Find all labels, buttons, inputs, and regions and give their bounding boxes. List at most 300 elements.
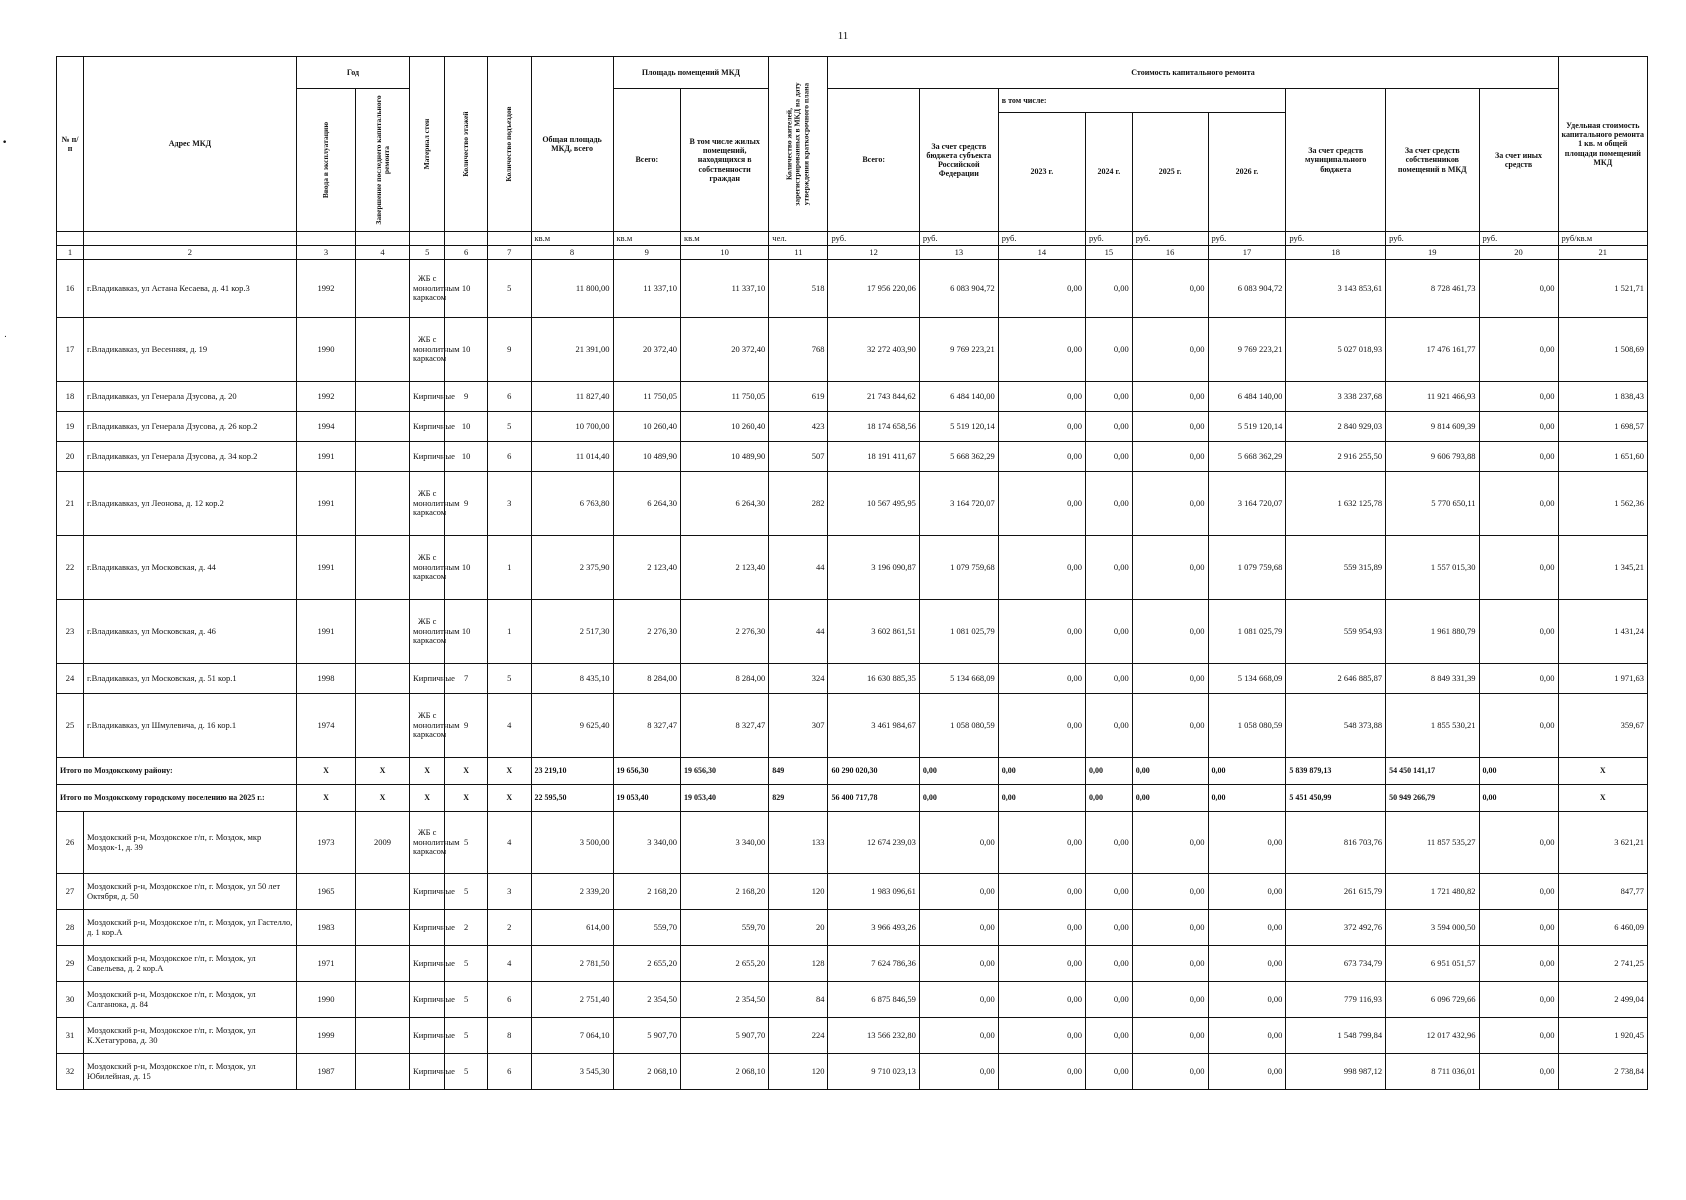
cost-2023-cell: 0,00	[998, 664, 1085, 694]
header-premises-total: Всего:	[613, 89, 680, 232]
cost-owners-cell: 6 096 729,66	[1386, 982, 1479, 1018]
col-number: 14	[998, 246, 1085, 260]
floors-cell: 5	[445, 982, 488, 1018]
total-cell: X	[410, 758, 445, 785]
cost-total-cell: 21 743 844,62	[828, 382, 919, 412]
premises-total-cell: 3 340,00	[613, 812, 680, 874]
cost-2023-cell: 0,00	[998, 600, 1085, 664]
col-number: 6	[445, 246, 488, 260]
col-number: 15	[1085, 246, 1132, 260]
row-number: 17	[57, 318, 84, 382]
total-cell: 50 949 266,79	[1386, 785, 1479, 812]
cost-total-cell: 18 174 658,56	[828, 412, 919, 442]
cost-2024-cell: 0,00	[1085, 260, 1132, 318]
address-cell: г.Владикавказ, ул Шмулевича, д. 16 кор.1	[83, 694, 296, 758]
row-number: 27	[57, 874, 84, 910]
cost-2024-cell: 0,00	[1085, 318, 1132, 382]
specific-cost-cell: 1 651,60	[1558, 442, 1647, 472]
cost-2025-cell: 0,00	[1132, 382, 1208, 412]
col-number: 4	[356, 246, 410, 260]
header-year-built: Ввода в эксплуатацию	[296, 89, 355, 232]
cost-total-cell: 7 624 786,36	[828, 946, 919, 982]
residents-cell: 84	[769, 982, 828, 1018]
entrances-cell: 5	[487, 664, 531, 694]
table-row	[57, 982, 1648, 1018]
premises-residential-cell: 20 372,40	[681, 318, 769, 382]
year-repair-cell	[356, 536, 410, 600]
floors-cell: 10	[445, 412, 488, 442]
entrances-cell: 4	[487, 812, 531, 874]
premises-residential-cell: 559,70	[681, 910, 769, 946]
wall-material-cell: Кирпичные	[410, 874, 445, 910]
table-row	[57, 382, 1648, 412]
cost-2026-cell: 1 058 080,59	[1208, 694, 1286, 758]
total-cell: 0,00	[1132, 758, 1208, 785]
cost-owners-cell: 9 606 793,88	[1386, 442, 1479, 472]
premises-residential-cell: 2 068,10	[681, 1054, 769, 1090]
table-row	[57, 472, 1648, 536]
cost-subject-cell: 1 079 759,68	[919, 536, 998, 600]
cost-owners-cell: 17 476 161,77	[1386, 318, 1479, 382]
table-row	[57, 412, 1648, 442]
cost-2025-cell: 0,00	[1132, 812, 1208, 874]
col-number: 16	[1132, 246, 1208, 260]
cost-2023-cell: 0,00	[998, 910, 1085, 946]
total-row	[57, 785, 1648, 812]
unit-cell: руб.	[1208, 232, 1286, 246]
premises-residential-cell: 3 340,00	[681, 812, 769, 874]
col-number: 10	[681, 246, 769, 260]
total-area-cell: 9 625,40	[531, 694, 613, 758]
premises-total-cell: 8 327,47	[613, 694, 680, 758]
cost-2024-cell: 0,00	[1085, 442, 1132, 472]
entrances-cell: 1	[487, 536, 531, 600]
specific-cost-cell: 359,67	[1558, 694, 1647, 758]
cost-2024-cell: 0,00	[1085, 1018, 1132, 1054]
table-row	[57, 694, 1648, 758]
cost-2025-cell: 0,00	[1132, 412, 1208, 442]
floors-cell: 9	[445, 472, 488, 536]
cost-owners-cell: 8 728 461,73	[1386, 260, 1479, 318]
premises-total-cell: 10 260,40	[613, 412, 680, 442]
year-built-cell: 1994	[296, 412, 355, 442]
cost-subject-cell: 5 519 120,14	[919, 412, 998, 442]
entrances-cell: 5	[487, 412, 531, 442]
cost-subject-cell: 1 058 080,59	[919, 694, 998, 758]
cost-2026-cell: 5 519 120,14	[1208, 412, 1286, 442]
cost-2026-cell: 0,00	[1208, 1054, 1286, 1090]
capital-repair-table-wrapper	[56, 56, 1648, 1090]
units-row	[57, 232, 1648, 246]
year-built-cell: 1990	[296, 982, 355, 1018]
cost-2026-cell: 0,00	[1208, 812, 1286, 874]
row-number: 26	[57, 812, 84, 874]
table-row	[57, 946, 1648, 982]
total-cell: X	[296, 785, 355, 812]
specific-cost-cell: 1 345,21	[1558, 536, 1647, 600]
wall-material-cell: Кирпичные	[410, 442, 445, 472]
total-cell: X	[1558, 785, 1647, 812]
cost-total-cell: 13 566 232,80	[828, 1018, 919, 1054]
total-area-cell: 7 064,10	[531, 1018, 613, 1054]
total-label: Итого по Моздокскому городскому поселению на 2025 г.:	[57, 785, 297, 812]
residents-cell: 120	[769, 1054, 828, 1090]
header-entrances: Количество подъездов	[487, 57, 531, 232]
year-repair-cell	[356, 946, 410, 982]
cost-owners-cell: 1 961 880,79	[1386, 600, 1479, 664]
address-cell: Моздокский р-н, Моздокское г/п, г. Моздок, ул Юбилейная, д. 15	[83, 1054, 296, 1090]
unit-cell: руб.	[1386, 232, 1479, 246]
address-cell: Моздокский р-н, Моздокское г/п, г. Моздок, ул Салганюка, д. 84	[83, 982, 296, 1018]
col-number: 1	[57, 246, 84, 260]
col-number: 19	[1386, 246, 1479, 260]
cost-owners-cell: 12 017 432,96	[1386, 1018, 1479, 1054]
specific-cost-cell: 1 920,45	[1558, 1018, 1647, 1054]
total-label: Итого по Моздокскому району:	[57, 758, 297, 785]
total-cell: X	[445, 785, 488, 812]
total-cell: X	[410, 785, 445, 812]
table-body-vladikavkaz	[57, 260, 1648, 758]
cost-subject-cell: 1 081 025,79	[919, 600, 998, 664]
address-cell: г.Владикавказ, ул Генерала Дзусова, д. 20	[83, 382, 296, 412]
cost-total-cell: 10 567 495,95	[828, 472, 919, 536]
address-cell: г.Владикавказ, ул Весенняя, д. 19	[83, 318, 296, 382]
cost-subject-cell: 5 668 362,29	[919, 442, 998, 472]
cost-subject-cell: 0,00	[919, 910, 998, 946]
col-number: 11	[769, 246, 828, 260]
cost-subject-cell: 0,00	[919, 982, 998, 1018]
residents-cell: 768	[769, 318, 828, 382]
residents-cell: 324	[769, 664, 828, 694]
total-cell: X	[356, 758, 410, 785]
cost-2025-cell: 0,00	[1132, 318, 1208, 382]
table-row	[57, 1018, 1648, 1054]
cost-owners-cell: 11 857 535,27	[1386, 812, 1479, 874]
row-number: 31	[57, 1018, 84, 1054]
cost-2024-cell: 0,00	[1085, 694, 1132, 758]
premises-total-cell: 2 168,20	[613, 874, 680, 910]
row-number: 18	[57, 382, 84, 412]
cost-other-cell: 0,00	[1479, 472, 1558, 536]
page-number: 11	[837, 30, 849, 42]
cost-total-cell: 18 191 411,67	[828, 442, 919, 472]
cost-2025-cell: 0,00	[1132, 600, 1208, 664]
premises-residential-cell: 11 337,10	[681, 260, 769, 318]
address-cell: г.Владикавказ, ул Генерала Дзусова, д. 26 кор.2	[83, 412, 296, 442]
cost-total-cell: 9 710 023,13	[828, 1054, 919, 1090]
cost-subject-cell: 0,00	[919, 1054, 998, 1090]
premises-residential-cell: 2 276,30	[681, 600, 769, 664]
wall-material-cell: Кирпичные	[410, 946, 445, 982]
cost-2026-cell: 6 484 140,00	[1208, 382, 1286, 412]
entrances-cell: 4	[487, 946, 531, 982]
total-area-cell: 3 500,00	[531, 812, 613, 874]
address-cell: г.Владикавказ, ул Астана Кесаева, д. 41 кор.3	[83, 260, 296, 318]
row-number: 20	[57, 442, 84, 472]
total-area-cell: 11 014,40	[531, 442, 613, 472]
cost-other-cell: 0,00	[1479, 442, 1558, 472]
margin-mark: •	[2, 138, 8, 148]
year-repair-cell: 2009	[356, 812, 410, 874]
cost-other-cell: 0,00	[1479, 600, 1558, 664]
premises-total-cell: 5 907,70	[613, 1018, 680, 1054]
unit-cell: руб.	[1132, 232, 1208, 246]
total-cell: 23 219,10	[531, 758, 613, 785]
cost-municipal-cell: 3 143 853,61	[1286, 260, 1386, 318]
header-premises-group: Площадь помещений МКД	[613, 57, 769, 89]
table-body-totals	[57, 758, 1648, 812]
floors-cell: 10	[445, 600, 488, 664]
row-number: 29	[57, 946, 84, 982]
cost-2025-cell: 0,00	[1132, 472, 1208, 536]
total-cell: 0,00	[1085, 758, 1132, 785]
header-2024: 2024 г.	[1085, 112, 1132, 231]
unit-cell: руб.	[828, 232, 919, 246]
cost-2025-cell: 0,00	[1132, 910, 1208, 946]
floors-cell: 10	[445, 318, 488, 382]
row-number: 19	[57, 412, 84, 442]
address-cell: Моздокский р-н, Моздокское г/п, г. Моздок, ул Савельева, д. 2 кор.А	[83, 946, 296, 982]
wall-material-cell: Кирпичные	[410, 982, 445, 1018]
cost-subject-cell: 0,00	[919, 1018, 998, 1054]
cost-2026-cell: 0,00	[1208, 910, 1286, 946]
specific-cost-cell: 1 508,69	[1558, 318, 1647, 382]
total-area-cell: 11 827,40	[531, 382, 613, 412]
address-cell: г.Владикавказ, ул Московская, д. 46	[83, 600, 296, 664]
entrances-cell: 1	[487, 600, 531, 664]
cost-2026-cell: 0,00	[1208, 982, 1286, 1018]
specific-cost-cell: 1 521,71	[1558, 260, 1647, 318]
total-cell: 0,00	[1208, 785, 1286, 812]
total-cell: 22 595,50	[531, 785, 613, 812]
premises-total-cell: 2 276,30	[613, 600, 680, 664]
header-cost-other: За счет иных средств	[1479, 89, 1558, 232]
premises-total-cell: 2 655,20	[613, 946, 680, 982]
residents-cell: 518	[769, 260, 828, 318]
address-cell: Моздокский р-н, Моздокское г/п, г. Моздок, ул 50 лет Октября, д. 50	[83, 874, 296, 910]
residents-cell: 282	[769, 472, 828, 536]
wall-material-cell: ЖБ с монолитным каркасом	[410, 472, 445, 536]
premises-total-cell: 2 123,40	[613, 536, 680, 600]
total-area-cell: 2 781,50	[531, 946, 613, 982]
year-built-cell: 1999	[296, 1018, 355, 1054]
cost-2026-cell: 5 134 668,09	[1208, 664, 1286, 694]
residents-cell: 224	[769, 1018, 828, 1054]
cost-subject-cell: 9 769 223,21	[919, 318, 998, 382]
cost-total-cell: 1 983 096,61	[828, 874, 919, 910]
floors-cell: 10	[445, 536, 488, 600]
cost-2026-cell: 1 079 759,68	[1208, 536, 1286, 600]
unit-cell: руб.	[1085, 232, 1132, 246]
column-numbers-row	[57, 246, 1648, 260]
year-repair-cell	[356, 382, 410, 412]
specific-cost-cell: 1 838,43	[1558, 382, 1647, 412]
cost-subject-cell: 5 134 668,09	[919, 664, 998, 694]
col-number: 7	[487, 246, 531, 260]
cost-municipal-cell: 261 615,79	[1286, 874, 1386, 910]
total-area-cell: 21 391,00	[531, 318, 613, 382]
table-row	[57, 442, 1648, 472]
cost-owners-cell: 1 557 015,30	[1386, 536, 1479, 600]
total-cell: 0,00	[998, 758, 1085, 785]
header-specific-cost: Удельная стоимость капитального ремонта 1 кв. м общей площади помещений МКД	[1558, 57, 1647, 232]
year-built-cell: 1983	[296, 910, 355, 946]
cost-subject-cell: 0,00	[919, 874, 998, 910]
total-area-cell: 10 700,00	[531, 412, 613, 442]
total-area-cell: 6 763,80	[531, 472, 613, 536]
col-number: 12	[828, 246, 919, 260]
premises-total-cell: 2 068,10	[613, 1054, 680, 1090]
header-cost-group: Стоимость капитального ремонта	[828, 57, 1558, 89]
cost-2026-cell: 5 668 362,29	[1208, 442, 1286, 472]
col-number: 9	[613, 246, 680, 260]
cost-total-cell: 32 272 403,90	[828, 318, 919, 382]
residents-cell: 619	[769, 382, 828, 412]
header-cost-municipal: За счет средств муниципального бюджета	[1286, 89, 1386, 232]
address-cell: г.Владикавказ, ул Генерала Дзусова, д. 34 кор.2	[83, 442, 296, 472]
floors-cell: 5	[445, 812, 488, 874]
cost-total-cell: 3 602 861,51	[828, 600, 919, 664]
wall-material-cell: ЖБ с монолитным каркасом	[410, 694, 445, 758]
wall-material-cell: Кирпичные	[410, 1054, 445, 1090]
residents-cell: 120	[769, 874, 828, 910]
cost-other-cell: 0,00	[1479, 318, 1558, 382]
cost-total-cell: 17 956 220,06	[828, 260, 919, 318]
total-row	[57, 758, 1648, 785]
cost-other-cell: 0,00	[1479, 1018, 1558, 1054]
premises-total-cell: 8 284,00	[613, 664, 680, 694]
cost-2026-cell: 0,00	[1208, 946, 1286, 982]
total-area-cell: 3 545,30	[531, 1054, 613, 1090]
year-repair-cell	[356, 1054, 410, 1090]
specific-cost-cell: 6 460,09	[1558, 910, 1647, 946]
residents-cell: 44	[769, 536, 828, 600]
year-repair-cell	[356, 260, 410, 318]
cost-owners-cell: 3 594 000,50	[1386, 910, 1479, 946]
col-number: 2	[83, 246, 296, 260]
total-cell: 19 656,30	[681, 758, 769, 785]
floors-cell: 10	[445, 442, 488, 472]
cost-2024-cell: 0,00	[1085, 946, 1132, 982]
margin-mark: .	[4, 330, 7, 340]
entrances-cell: 9	[487, 318, 531, 382]
cost-2025-cell: 0,00	[1132, 442, 1208, 472]
header-num: № п/п	[57, 57, 84, 232]
cost-municipal-cell: 2 646 885,87	[1286, 664, 1386, 694]
cost-municipal-cell: 2 916 255,50	[1286, 442, 1386, 472]
total-cell: 0,00	[919, 785, 998, 812]
total-cell: X	[487, 785, 531, 812]
total-cell: 0,00	[1132, 785, 1208, 812]
table-row	[57, 664, 1648, 694]
col-number: 20	[1479, 246, 1558, 260]
residents-cell: 128	[769, 946, 828, 982]
cost-municipal-cell: 816 703,76	[1286, 812, 1386, 874]
entrances-cell: 2	[487, 910, 531, 946]
total-area-cell: 8 435,10	[531, 664, 613, 694]
year-repair-cell	[356, 412, 410, 442]
col-number: 8	[531, 246, 613, 260]
cost-2023-cell: 0,00	[998, 382, 1085, 412]
address-cell: Моздокский р-н, Моздокское г/п, г. Моздок, мкр Моздок-1, д. 39	[83, 812, 296, 874]
total-area-cell: 2 751,40	[531, 982, 613, 1018]
entrances-cell: 3	[487, 472, 531, 536]
premises-residential-cell: 8 327,47	[681, 694, 769, 758]
premises-residential-cell: 6 264,30	[681, 472, 769, 536]
row-number: 28	[57, 910, 84, 946]
unit-cell: руб.	[919, 232, 998, 246]
cost-2024-cell: 0,00	[1085, 910, 1132, 946]
unit-cell: руб.	[998, 232, 1085, 246]
address-cell: Моздокский р-н, Моздокское г/п, г. Моздок, ул К.Хетагурова, д. 30	[83, 1018, 296, 1054]
total-cell: 0,00	[1479, 785, 1558, 812]
entrances-cell: 5	[487, 260, 531, 318]
residents-cell: 44	[769, 600, 828, 664]
wall-material-cell: ЖБ с монолитным каркасом	[410, 600, 445, 664]
total-cell: 56 400 717,78	[828, 785, 919, 812]
cost-2024-cell: 0,00	[1085, 874, 1132, 910]
header-cost-total: Всего:	[828, 89, 919, 232]
total-cell: 19 053,40	[681, 785, 769, 812]
table-body-mozdok	[57, 812, 1648, 1090]
wall-material-cell: Кирпичные	[410, 910, 445, 946]
cost-municipal-cell: 998 987,12	[1286, 1054, 1386, 1090]
premises-total-cell: 6 264,30	[613, 472, 680, 536]
wall-material-cell: ЖБ с монолитным каркасом	[410, 536, 445, 600]
total-cell: 19 053,40	[613, 785, 680, 812]
row-number: 32	[57, 1054, 84, 1090]
cost-municipal-cell: 5 027 018,93	[1286, 318, 1386, 382]
residents-cell: 423	[769, 412, 828, 442]
header-2023: 2023 г.	[998, 112, 1085, 231]
row-number: 24	[57, 664, 84, 694]
entrances-cell: 6	[487, 442, 531, 472]
cost-owners-cell: 11 921 466,93	[1386, 382, 1479, 412]
cost-owners-cell: 9 814 609,39	[1386, 412, 1479, 442]
year-repair-cell	[356, 664, 410, 694]
wall-material-cell: ЖБ с монолитным каркасом	[410, 812, 445, 874]
total-cell: 5 451 450,99	[1286, 785, 1386, 812]
year-built-cell: 1991	[296, 600, 355, 664]
cost-2023-cell: 0,00	[998, 1018, 1085, 1054]
table-row	[57, 1054, 1648, 1090]
year-repair-cell	[356, 982, 410, 1018]
total-cell: X	[356, 785, 410, 812]
specific-cost-cell: 2 499,04	[1558, 982, 1647, 1018]
cost-subject-cell: 6 083 904,72	[919, 260, 998, 318]
cost-2023-cell: 0,00	[998, 1054, 1085, 1090]
wall-material-cell: Кирпичные	[410, 1018, 445, 1054]
total-cell: 5 839 879,13	[1286, 758, 1386, 785]
cost-other-cell: 0,00	[1479, 874, 1558, 910]
cost-owners-cell: 8 849 331,39	[1386, 664, 1479, 694]
total-cell: 0,00	[998, 785, 1085, 812]
header-cost-owners: За счет средств собственников помещений в МКД	[1386, 89, 1479, 232]
year-built-cell: 1998	[296, 664, 355, 694]
specific-cost-cell: 3 621,21	[1558, 812, 1647, 874]
cost-other-cell: 0,00	[1479, 910, 1558, 946]
total-cell: X	[296, 758, 355, 785]
capital-repair-table	[56, 56, 1648, 1090]
total-cell: X	[1558, 758, 1647, 785]
address-cell: г.Владикавказ, ул Московская, д. 51 кор.1	[83, 664, 296, 694]
cost-2025-cell: 0,00	[1132, 694, 1208, 758]
year-built-cell: 1971	[296, 946, 355, 982]
header-2026: 2026 г.	[1208, 112, 1286, 231]
cost-other-cell: 0,00	[1479, 412, 1558, 442]
premises-residential-cell: 11 750,05	[681, 382, 769, 412]
entrances-cell: 6	[487, 382, 531, 412]
